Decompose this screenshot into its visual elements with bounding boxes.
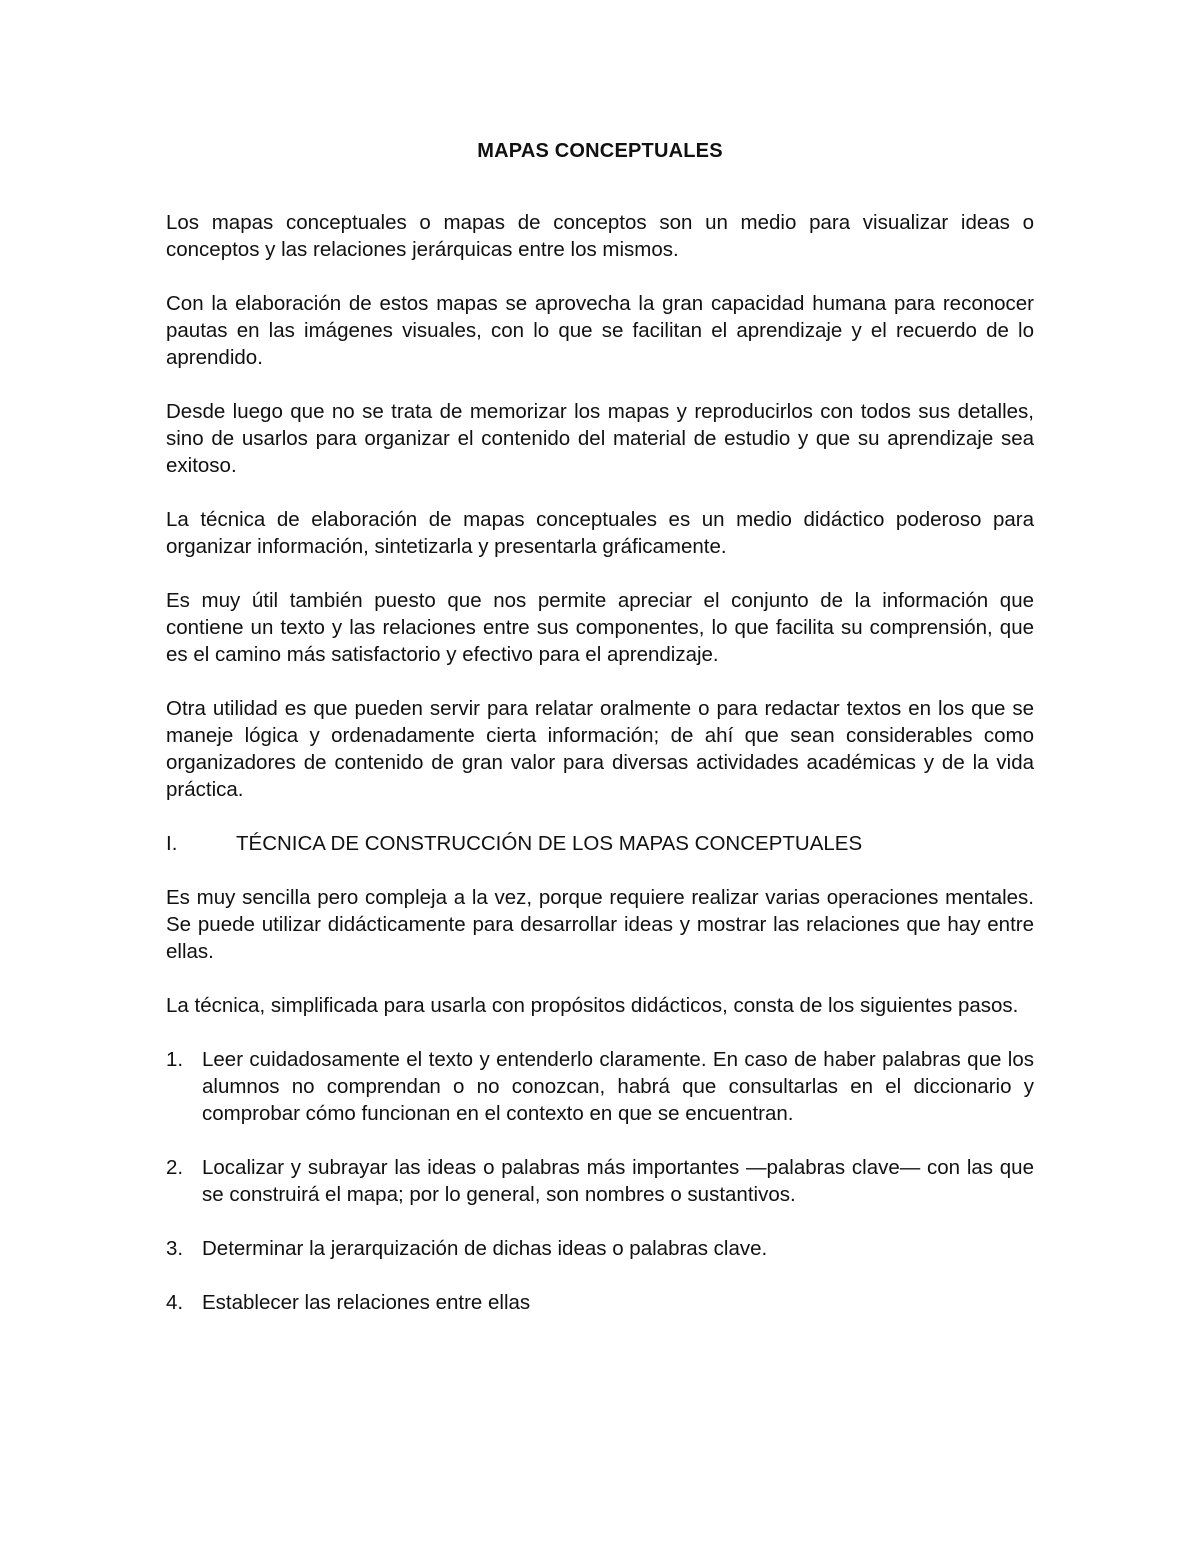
paragraph: Con la elaboración de estos mapas se aprovecha la gran capacidad humana para reconocer pautas en las imágenes visuales, con lo que se facilitan el aprendizaje y el recuerdo de lo aprendido. (166, 292, 1034, 369)
step-number: 1. (166, 1048, 184, 1071)
paragraph: Los mapas conceptuales o mapas de conceptos son un medio para visualizar ideas o conceptos y las relaciones jerárquicas entre los mismos. (166, 211, 1034, 261)
step-number: 4. (166, 1291, 184, 1314)
steps-list (166, 1046, 1034, 1316)
paragraph: Es muy útil también puesto que nos permite apreciar el conjunto de la información que contiene un texto y las relaciones entre sus componentes, lo que facilita su comprensión, que es el camino más satisfactorio y efectivo para el aprendizaje. (166, 589, 1034, 666)
step-number: 2. (166, 1156, 184, 1179)
section-paragraph: La técnica, simplificada para usarla con propósitos didácticos, consta de los siguientes pasos. (166, 994, 1019, 1017)
section-title: TÉCNICA DE CONSTRUCCIÓN DE LOS MAPAS CONCEPTUALES (236, 832, 863, 855)
list-item (166, 1289, 1034, 1316)
step-text: Leer cuidadosamente el texto y entenderlo claramente. En caso de haber palabras que los alumnos no comprendan o no conozcan, habrá que consultarlas en el diccionario y comprobar cómo funcionan en el contexto en que se encuentran. (202, 1048, 1034, 1125)
step-text: Localizar y subrayar las ideas o palabras más importantes —palabras clave— con las que se construirá el mapa; por lo general, son nombres o sustantivos. (202, 1156, 1034, 1206)
step-text: Determinar la jerarquización de dichas ideas o palabras clave. (202, 1237, 768, 1260)
document-body (166, 138, 1034, 1343)
section-number: I. (166, 832, 178, 855)
document-title: MAPAS CONCEPTUALES (477, 140, 723, 162)
paragraph: La técnica de elaboración de mapas conceptuales es un medio didáctico poderoso para organizar información, sintetizarla y presentarla gráficamente. (166, 508, 1034, 558)
section-paragraph: Es muy sencilla pero compleja a la vez, porque requiere realizar varias operaciones mentales. Se puede utilizar didácticamente para desarrollar ideas y mostrar las relaciones que hay entre ellas. (166, 886, 1034, 963)
section-heading (166, 830, 1034, 857)
list-item (166, 1046, 1034, 1127)
paragraph: Desde luego que no se trata de memorizar los mapas y reproducirlos con todos sus detalles, sino de usarlos para organizar el contenido del material de estudio y que su aprendizaje sea exitoso. (166, 400, 1034, 477)
step-number: 3. (166, 1237, 184, 1260)
step-text: Establecer las relaciones entre ellas (202, 1291, 531, 1314)
list-item (166, 1235, 1034, 1262)
list-item (166, 1154, 1034, 1208)
paragraph: Otra utilidad es que pueden servir para relatar oralmente o para redactar textos en los que se maneje lógica y ordenadamente cierta información; de ahí que sean considerables como organizadores de contenido de gran valor para diversas actividades académicas y de la vida práctica. (166, 697, 1034, 801)
